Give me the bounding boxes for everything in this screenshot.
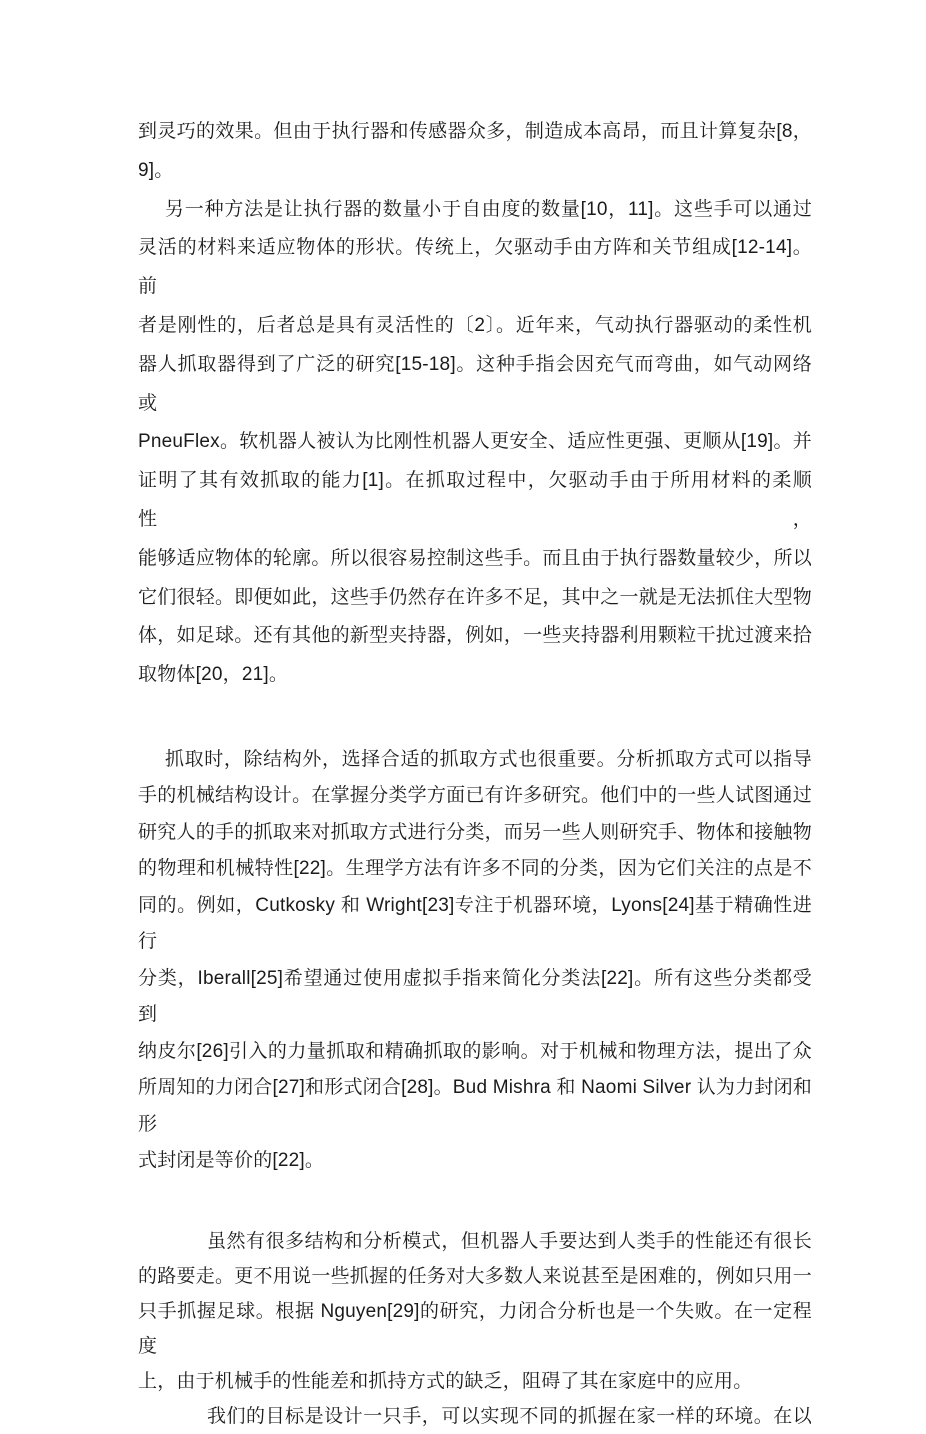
text-line: 我们的目标是设计一只手，可以实现不同的抓握在家一样的环境。在以	[207, 1405, 812, 1427]
paragraph	[138, 1224, 812, 1399]
text-block	[138, 113, 812, 1434]
text-line: 另一种方法是让执行器的数量小于自由度的数量[10，11]。这些手可以通过	[165, 198, 812, 220]
text-line: 手的机械结构设计。在掌握分类学方面已有许多研究。他们中的一些人试图通过	[138, 785, 812, 807]
text-line: 抓取时，除结构外，选择合适的抓取方式也很重要。分析抓取方式可以指导	[165, 748, 812, 770]
text-line: PneuFlex。软机器人被认为比刚性机器人更安全、适应性更强、更顺从[19]。并	[138, 431, 812, 453]
paragraph	[138, 191, 812, 695]
text-line: 证明了其有效抓取的能力[1]。在抓取过程中，欠驱动手由于所用材料的柔顺性，	[138, 470, 812, 530]
text-line: 纳皮尔[26]引入的力量抓取和精确抓取的影响。对于机械和物理方法，提出了众	[138, 1040, 812, 1062]
text-line: 虽然有很多结构和分析模式，但机器人手要达到人类手的性能还有很长	[207, 1230, 812, 1252]
text-line: 取物体[20，21]。	[138, 664, 289, 686]
text-line: 研究人的手的抓取来对抓取方式进行分类，而另一些人则研究手、物体和接触物	[138, 821, 812, 843]
text-line: 器人抓取器得到了广泛的研究[15-18]。这种手指会因充气而弯曲，如气动网络或	[138, 353, 812, 414]
text-line: 只手抓握足球。根据 Nguyen[29]的研究，力闭合分析也是一个失败。在一定程度	[138, 1300, 812, 1357]
text-line: 体，如足球。还有其他的新型夹持器，例如，一些夹持器利用颗粒干扰过渡来拾	[138, 625, 812, 647]
text-line: 式封闭是等价的[22]。	[138, 1150, 325, 1172]
text-line: 9]。	[138, 159, 174, 181]
text-line: 能够适应物体的轮廓。所以很容易控制这些手。而且由于执行器数量较少，所以	[138, 547, 812, 569]
text-line: 它们很轻。即便如此，这些手仍然存在许多不足，其中之一就是无法抓住大型物	[138, 586, 812, 608]
paragraph	[138, 742, 812, 1180]
paragraph	[138, 1399, 812, 1434]
text-line: 灵活的材料来适应物体的形状。传统上，欠驱动手由方阵和关节组成[12-14]。前	[138, 237, 812, 298]
text-line: 的路要走。更不用说一些抓握的任务对大多数人来说甚至是困难的，例如只用一	[138, 1265, 812, 1287]
text-line: 上，由于机械手的性能差和抓持方式的缺乏，阻碍了其在家庭中的应用。	[138, 1370, 753, 1392]
text-line: 者是刚性的，后者总是具有灵活性的〔2〕。近年来，气动执行器驱动的柔性机	[138, 314, 812, 336]
text-line: 同的。例如，Cutkosky 和 Wright[23]专注于机器环境，Lyons[24]基于精确性进行	[138, 894, 812, 953]
text-line: 到灵巧的效果。但由于执行器和传感器众多，制造成本高昂，而且计算复杂[8，	[138, 121, 812, 142]
text-line: 分类，Iberall[25]希望通过使用虚拟手指来简化分类法[22]。所有这些分类都受到	[138, 967, 812, 1026]
paragraph	[138, 113, 812, 191]
text-line: 所周知的力闭合[27]和形式闭合[28]。Bud Mishra 和 Naomi Silver 认为力封闭和形	[138, 1077, 812, 1135]
text-line: 的物理和机械特性[22]。生理学方法有许多不同的分类，因为它们关注的点是不	[138, 858, 812, 880]
